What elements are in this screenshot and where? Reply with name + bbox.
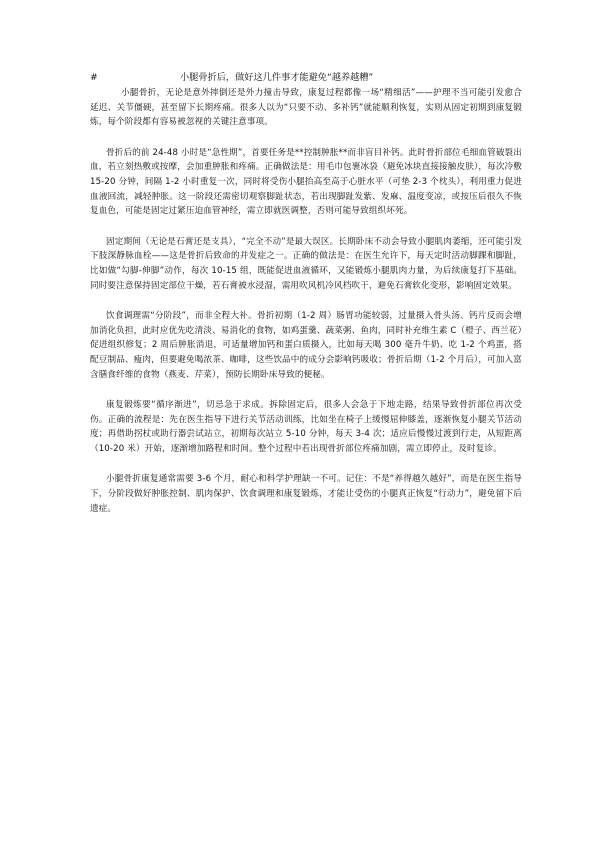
paragraph-diet: 饮食调理需“分阶段”，而非全程大补。骨折初期（1-2 周）肠胃功能较弱，过量摄入骨头汤、钙片反而会增加消化负担，此时应优先吃清淡、易消化的食物，如鸡蛋羹、蔬菜粥、鱼肉，同时补充维生素 C（橙子、西兰花）促进组织修复；2 周后肿胀消退，可适量增加钙和蛋白质摄入，比如每天喝 300 毫升牛奶、吃 1-2 个鸡蛋，搭配豆制品、瘦肉，但要避免喝浓茶、咖啡，这些饮品中的成分会影响钙吸收；骨折后期（1-2 个月后），可加入富含膳食纤维的食物（燕麦、芹菜），预防长期卧床导致的便秘。 xyxy=(90,311,522,380)
paragraph-acute-phase: 骨折后的前 24-48 小时是“急性期”，首要任务是**控制肿胀**而非盲目补钙。此时骨折部位毛细血管破裂出血，若立刻热敷或按摩，会加重肿胀和疼痛。正确做法是：用毛巾包裹冰袋（避免冰块直接接触皮肤），每次冷敷 15-20 分钟，间隔 1-2 小时重复一次，同时将受伤小腿抬高至高于心脏水平（可垫 2-3 个枕头），利用重力促进血液回流，减轻肿胀。这一阶段还需密切观察脚趾状态，若出现脚趾发紫、发麻、温度变凉，或按压后很久不恢复血色，可能是固定过紧压迫血管神经，需立即就医调整，否则可能导致组织坏死。 xyxy=(90,147,522,217)
paragraph-spacing xyxy=(90,456,522,472)
paragraph-spacing xyxy=(90,382,522,398)
paragraph-spacing xyxy=(90,130,522,146)
paragraph-spacing xyxy=(90,219,522,235)
title-line xyxy=(90,71,522,85)
paragraph-rehabilitation: 康复锻炼要“循序渐进”，切忌急于求成。拆除固定后，很多人会急于下地走路，结果导致骨折部位再次受伤。正确的流程是：先在医生指导下进行关节活动训练，比如坐在椅子上缓慢屈伸膝盖，逐渐恢复小腿关节活动度；再借助拐杖或助行器尝试站立，初期每次站立 5-10 分钟，每天 3-4 次；适应后慢慢过渡到行走，从短距离（10-20 米）开始，逐渐增加路程和时间。整个过程中若出现骨折部位疼痛加剧，需立即停止，及时复诊。 xyxy=(90,400,522,454)
article-title: 小腿骨折后，做好这几件事才能避免“越养越糟” xyxy=(180,72,374,83)
paragraph-spacing xyxy=(90,293,522,309)
paragraph-conclusion: 小腿骨折康复通常需要 3-6 个月，耐心和科学护理缺一不可。记住：不是“养得越久越好”，而是在医生指导下，分阶段做好肿胀控制、肌肉保护、饮食调理和康复锻炼，才能让受伤的小腿真正恢复“行动力”，避免留下后遗症。 xyxy=(90,474,522,514)
paragraph-intro: 小腿骨折，无论是意外摔倒还是外力撞击导致，康复过程都像一场“精细活”——护理不当可能引发愈合延迟、关节僵硬，甚至留下长期疼痛。很多人以为“只要不动、多补钙”就能顺利恢复，实则从固定初期到康复锻炼，每个阶段都有容易被忽视的关键注意事项。 xyxy=(90,88,522,128)
paragraph-fixation-period: 固定期间（无论是石膏还是支具），“完全不动”是最大误区。长期卧床不动会导致小腿肌肉萎缩，还可能引发下肢深静脉血栓——这是骨折后致命的并发症之一。正确的做法是：在医生允许下，每天定时活动脚踝和脚趾，比如做“勾脚-伸脚”动作，每次 10-15 组，既能促进血液循环，又能锻炼小腿肌肉力量，为后续康复打下基础。同时要注意保持固定部位干燥，若石膏被水浸湿，需用吹风机冷风档吹干，避免石膏软化变形，影响固定效果。 xyxy=(90,236,522,291)
heading-marker: # xyxy=(90,72,98,83)
article xyxy=(90,71,522,516)
